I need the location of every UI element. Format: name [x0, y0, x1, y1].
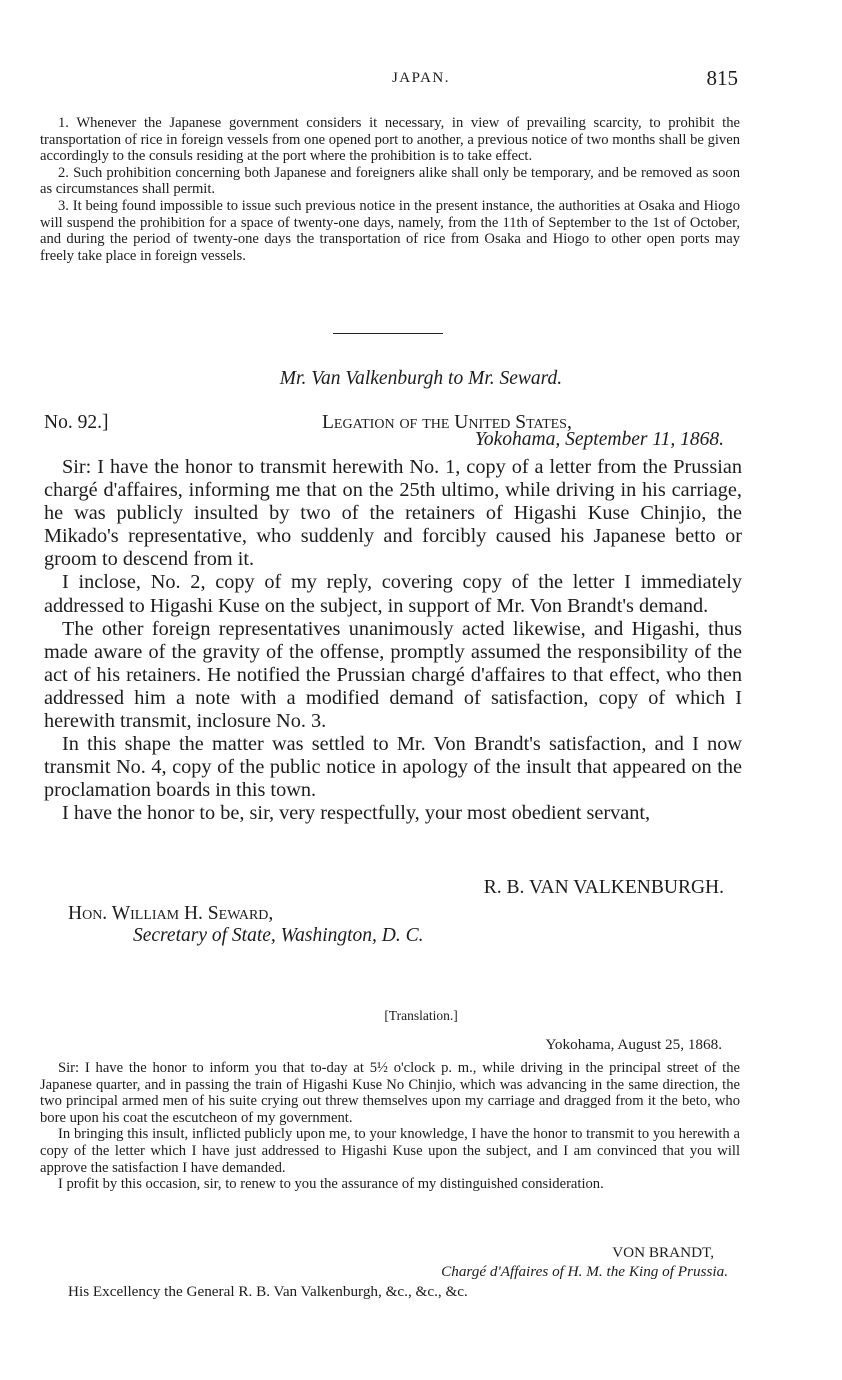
- letter-heading: Mr. Van Valkenburgh to Mr. Seward.: [279, 368, 563, 389]
- dispatch-number: No. 92.]: [44, 412, 109, 433]
- legation-line: Legation of the United States,: [322, 412, 572, 433]
- letter-body: [44, 456, 742, 826]
- section-divider: [333, 333, 443, 334]
- translation-paragraph: In bringing this insult, inflicted publicly upon me, to your knowledge, I have the honor to transmit to you herewith a copy of the letter which I have just addressed to Higashi Kuse upon the subject, and I am convinced that you will approve the satisfaction I have demanded.: [40, 1126, 740, 1176]
- regulation-1: 1. Whenever the Japanese government considers it necessary, in view of prevailing scarcity, to prohibit the transportation of rice in foreign vessels from one opened port to another, a previous notice of two months shall be given accordingly to the consuls residing at the port where the prohibition is to take effect.: [40, 115, 740, 165]
- letter-closing: I have the honor to be, sir, very respectfully, your most obedient servant,: [62, 802, 651, 825]
- letter-place-date: Yokohama, September 11, 1868.: [474, 429, 724, 450]
- page-header: [0, 66, 842, 90]
- regulation-2: 2. Such prohibition concerning both Japanese and foreigners alike shall only be temporary, and be removed as soon as circumstances shall permit.: [40, 164, 740, 198]
- letter-paragraph: In this shape the matter was settled to Mr. Von Brandt's satisfaction, and I now transmit No. 4, copy of the public notice in apology of the insult that appeared on the proclamation boards in this town.: [44, 733, 742, 802]
- page-number: 815: [706, 66, 738, 90]
- addressee-name: Hon. William H. Seward,: [68, 903, 274, 924]
- letter-paragraph: Sir: I have the honor to transmit herewith No. 1, copy of a letter from the Prussian chargé d'affaires, informing me that on the 25th ultimo, while driving in his carriage, he was publicly insulted by two of the retainers of Higashi Kuse Chinjio, the Mikado's representative, who suddenly and forcibly caused his Japanese betto or groom to descend from it.: [44, 456, 742, 571]
- enclosure-regulations: [40, 115, 740, 264]
- translation-place-date: Yokohama, August 25, 1868.: [545, 1036, 722, 1053]
- addressee-title: Secretary of State, Washington, D. C.: [133, 925, 424, 946]
- letter-signature: R. B. VAN VALKENBURGH.: [483, 877, 724, 898]
- running-head: JAPAN.: [391, 70, 451, 86]
- translation-signature: VON BRANDT,: [612, 1244, 714, 1261]
- regulation-3: 3. It being found impossible to issue such previous notice in the present instance, the authorities at Osaka and Hiogo will suspend the prohibition for a space of twenty-one days, namely, from the 11th of September to the 1st of October, and during the period of twenty-one days the transportation of rice from Osaka and Hiogo to other open ports may freely take place in foreign vessels.: [40, 197, 740, 264]
- translation-label: [Translation.]: [384, 1008, 458, 1023]
- translation-body: [40, 1060, 740, 1193]
- translation-paragraph: Sir: I have the honor to inform you that to-day at 5½ o'clock p. m., while driving in the principal street of the Japanese quarter, and in passing the train of Higashi Kuse No Chinjio, which was advancing in the same direction, the two principal armed men of his suite crying out threw themselves upon my carriage and dragged from it the beto, who bore upon his coat the escutcheon of my government.: [40, 1060, 740, 1126]
- translation-paragraph: I profit by this occasion, sir, to renew to you the assurance of my distinguished consideration.: [58, 1176, 604, 1193]
- letter-paragraph: The other foreign representatives unanimously acted likewise, and Higashi, thus made aware of the gravity of the offense, promptly assumed the responsibility of the act of his retainers. He notified the Prussian chargé d'affaires to that effect, who then addressed him a note with a modified demand of satisfaction, copy of which I herewith transmit, inclosure No. 3.: [44, 617, 742, 733]
- translation-addressee: His Excellency the General R. B. Van Valkenburgh, &c., &c., &c.: [68, 1283, 468, 1300]
- letter-paragraph: I inclose, No. 2, copy of my reply, covering copy of the letter I immediately addressed to Higashi Kuse on the subject, in support of Mr. Von Brandt's demand.: [44, 571, 742, 617]
- translation-signature-title: Chargé d'Affaires of H. M. the King of Prussia.: [441, 1263, 728, 1280]
